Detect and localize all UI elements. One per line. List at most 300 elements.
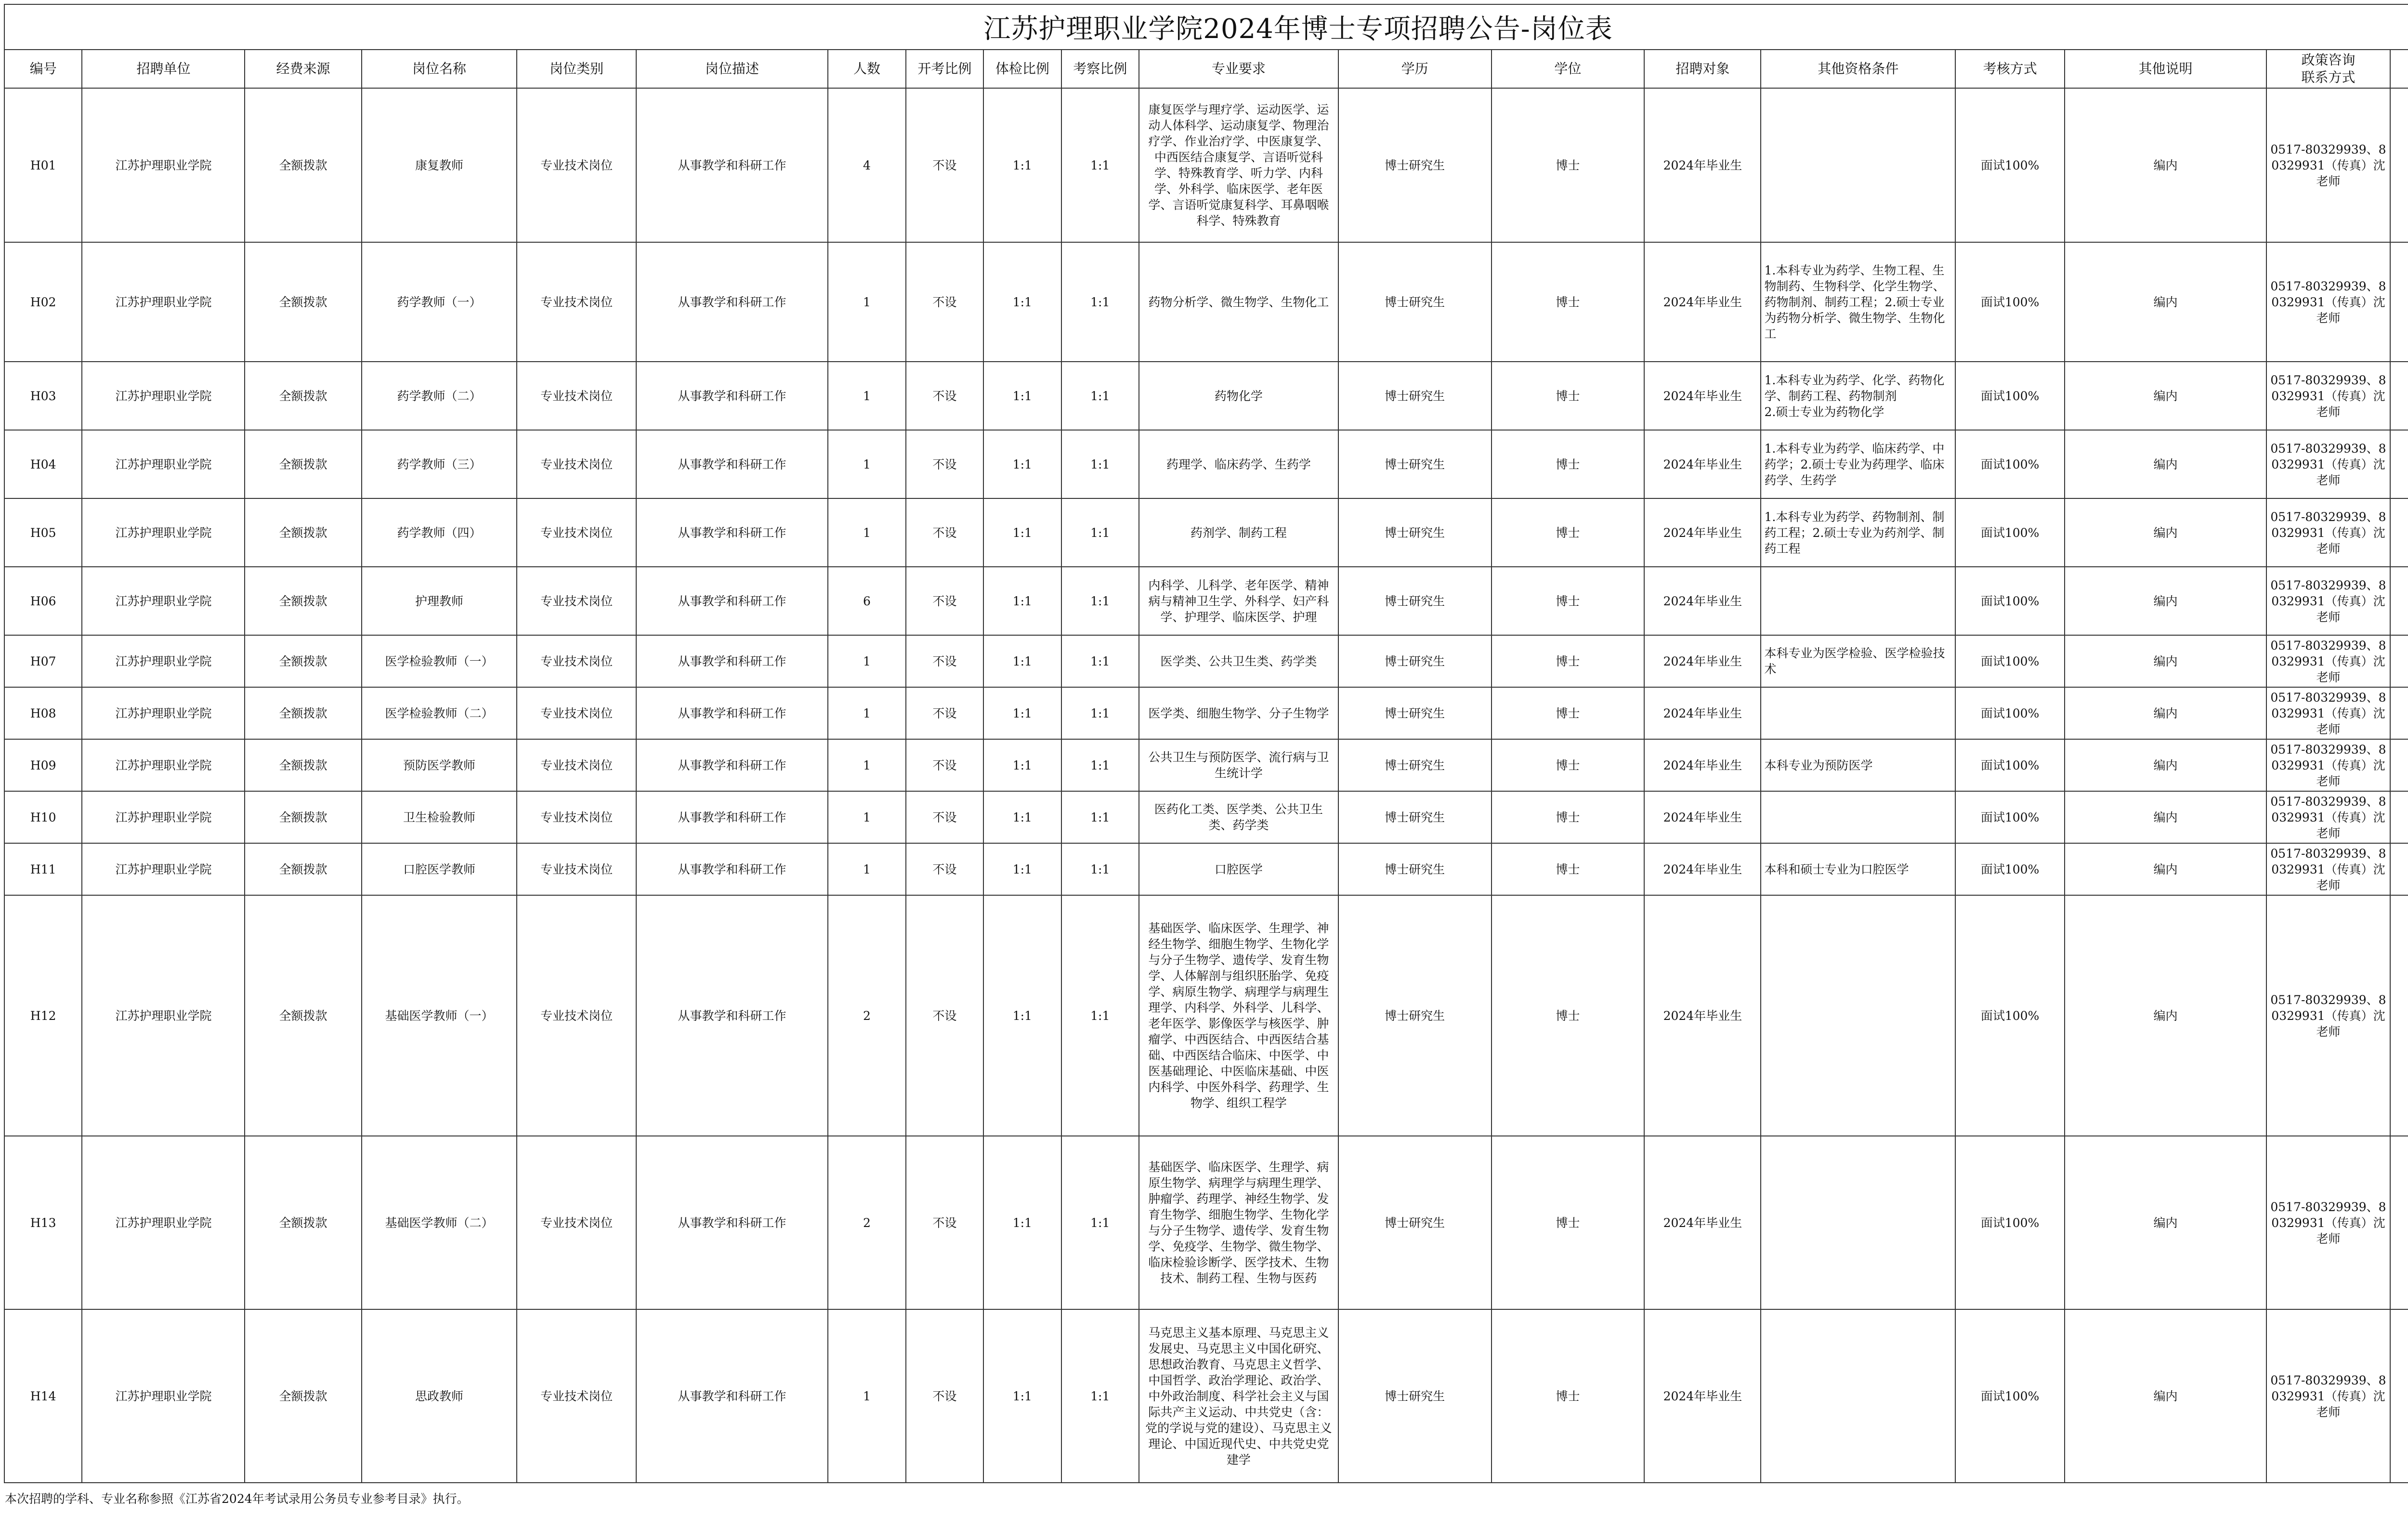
contact-cell: 0517-80329939、80329931（传真）沈老师 bbox=[2266, 567, 2390, 635]
contact-cell: 0517-80329939、80329931（传真）沈老师 bbox=[2266, 635, 2390, 687]
physical-ratio-cell: 1:1 bbox=[983, 1309, 1061, 1483]
major-cell: 康复医学与理疗学、运动医学、运动人体科学、运动康复学、物理治疗学、作业治疗学、中医康复学、中西医结合康复学、言语听觉科学、特殊教育学、听力学、内科学、外科学、临床医学、老年医学、言语听觉康复科学、耳鼻咽喉科学、特殊教育 bbox=[1139, 88, 1338, 242]
unit-cell: 江苏护理职业学院 bbox=[82, 791, 245, 843]
major-cell: 医学类、细胞生物学、分子生物学 bbox=[1139, 687, 1338, 739]
funding-cell: 全额拨款 bbox=[245, 88, 361, 242]
footnote: 本次招聘的学科、专业名称参照《江苏省2024年考试录用公务员专业参考目录》执行。 bbox=[5, 1492, 469, 1506]
degree-cell: 博士 bbox=[1492, 635, 1645, 687]
unit-cell: 江苏护理职业学院 bbox=[82, 895, 245, 1136]
major-cell: 医药化工类、医学类、公共卫生类、药学类 bbox=[1139, 791, 1338, 843]
remark-cell bbox=[2390, 88, 2408, 242]
inspect-ratio-cell: 1:1 bbox=[1061, 498, 1139, 567]
category-cell: 专业技术岗位 bbox=[517, 498, 636, 567]
unit-cell: 江苏护理职业学院 bbox=[82, 88, 245, 242]
education-cell: 博士研究生 bbox=[1338, 430, 1492, 498]
other-note-cell: 编内 bbox=[2065, 242, 2266, 362]
major-cell: 药物化学 bbox=[1139, 362, 1338, 430]
assessment-cell: 面试100% bbox=[1955, 791, 2065, 843]
contact-cell: 0517-80329939、80329931（传真）沈老师 bbox=[2266, 895, 2390, 1136]
page-title: 江苏护理职业学院2024年博士专项招聘公告-岗位表 bbox=[4, 4, 2408, 49]
major-cell: 基础医学、临床医学、生理学、病原生物学、病理学与病理生理学、肿瘤学、药理学、神经生物学、发育生物学、细胞生物学、生物化学与分子生物学、遗传学、发育生物学、免疫学、生物学、微生物学、临床检验诊断学、医学技术、生物技术、制药工程、生物与医药 bbox=[1139, 1136, 1338, 1309]
funding-cell: 全额拨款 bbox=[245, 843, 361, 895]
exam-ratio-cell: 不设 bbox=[906, 791, 983, 843]
description-cell: 从事教学和科研工作 bbox=[636, 567, 828, 635]
inspect-ratio-cell: 1:1 bbox=[1061, 635, 1139, 687]
degree-cell: 博士 bbox=[1492, 791, 1645, 843]
col-inspect-ratio-header: 考察比例 bbox=[1061, 50, 1139, 88]
other-note-cell: 编内 bbox=[2065, 1136, 2266, 1309]
description-cell: 从事教学和科研工作 bbox=[636, 1309, 828, 1483]
target-cell: 2024年毕业生 bbox=[1644, 88, 1761, 242]
inspect-ratio-cell: 1:1 bbox=[1061, 687, 1139, 739]
count-cell: 1 bbox=[828, 1309, 905, 1483]
target-cell: 2024年毕业生 bbox=[1644, 430, 1761, 498]
other-note-cell: 编内 bbox=[2065, 791, 2266, 843]
category-cell: 专业技术岗位 bbox=[517, 687, 636, 739]
category-cell: 专业技术岗位 bbox=[517, 242, 636, 362]
target-cell: 2024年毕业生 bbox=[1644, 739, 1761, 791]
col-code-header: 编号 bbox=[4, 50, 82, 88]
col-position-header: 岗位名称 bbox=[362, 50, 517, 88]
target-cell: 2024年毕业生 bbox=[1644, 895, 1761, 1136]
count-cell: 2 bbox=[828, 1136, 905, 1309]
position-cell: 思政教师 bbox=[362, 1309, 517, 1483]
table-row bbox=[4, 88, 2408, 242]
inspect-ratio-cell: 1:1 bbox=[1061, 843, 1139, 895]
code-cell: H03 bbox=[4, 362, 82, 430]
other-note-cell: 编内 bbox=[2065, 1309, 2266, 1483]
funding-cell: 全额拨款 bbox=[245, 1309, 361, 1483]
description-cell: 从事教学和科研工作 bbox=[636, 791, 828, 843]
col-remark-header bbox=[2390, 50, 2408, 88]
position-cell: 预防医学教师 bbox=[362, 739, 517, 791]
other-qual-cell: 本科和硕士专业为口腔医学 bbox=[1761, 843, 1955, 895]
physical-ratio-cell: 1:1 bbox=[983, 739, 1061, 791]
position-cell: 护理教师 bbox=[362, 567, 517, 635]
contact-cell: 0517-80329939、80329931（传真）沈老师 bbox=[2266, 1136, 2390, 1309]
major-cell: 公共卫生与预防医学、流行病与卫生统计学 bbox=[1139, 739, 1338, 791]
remark-cell bbox=[2390, 843, 2408, 895]
count-cell: 1 bbox=[828, 791, 905, 843]
table-row bbox=[4, 843, 2408, 895]
assessment-cell: 面试100% bbox=[1955, 242, 2065, 362]
category-cell: 专业技术岗位 bbox=[517, 1136, 636, 1309]
education-cell: 博士研究生 bbox=[1338, 791, 1492, 843]
assessment-cell: 面试100% bbox=[1955, 843, 2065, 895]
funding-cell: 全额拨款 bbox=[245, 567, 361, 635]
unit-cell: 江苏护理职业学院 bbox=[82, 567, 245, 635]
remark-cell bbox=[2390, 430, 2408, 498]
description-cell: 从事教学和科研工作 bbox=[636, 843, 828, 895]
assessment-cell: 面试100% bbox=[1955, 498, 2065, 567]
inspect-ratio-cell: 1:1 bbox=[1061, 1136, 1139, 1309]
description-cell: 从事教学和科研工作 bbox=[636, 687, 828, 739]
category-cell: 专业技术岗位 bbox=[517, 362, 636, 430]
col-education-header: 学历 bbox=[1338, 50, 1492, 88]
unit-cell: 江苏护理职业学院 bbox=[82, 843, 245, 895]
physical-ratio-cell: 1:1 bbox=[983, 895, 1061, 1136]
positions-table bbox=[4, 49, 2408, 1483]
exam-ratio-cell: 不设 bbox=[906, 687, 983, 739]
position-cell: 医学检验教师（一） bbox=[362, 635, 517, 687]
description-cell: 从事教学和科研工作 bbox=[636, 635, 828, 687]
funding-cell: 全额拨款 bbox=[245, 362, 361, 430]
target-cell: 2024年毕业生 bbox=[1644, 1309, 1761, 1483]
col-target-header: 招聘对象 bbox=[1644, 50, 1761, 88]
exam-ratio-cell: 不设 bbox=[906, 498, 983, 567]
funding-cell: 全额拨款 bbox=[245, 635, 361, 687]
position-cell: 康复教师 bbox=[362, 88, 517, 242]
other-note-cell: 编内 bbox=[2065, 895, 2266, 1136]
remark-cell bbox=[2390, 687, 2408, 739]
description-cell: 从事教学和科研工作 bbox=[636, 895, 828, 1136]
other-note-cell: 编内 bbox=[2065, 739, 2266, 791]
unit-cell: 江苏护理职业学院 bbox=[82, 242, 245, 362]
major-cell: 医学类、公共卫生类、药学类 bbox=[1139, 635, 1338, 687]
education-cell: 博士研究生 bbox=[1338, 895, 1492, 1136]
funding-cell: 全额拨款 bbox=[245, 498, 361, 567]
other-note-cell: 编内 bbox=[2065, 498, 2266, 567]
description-cell: 从事教学和科研工作 bbox=[636, 88, 828, 242]
col-contact-header: 政策咨询 联系方式 bbox=[2266, 50, 2390, 88]
count-cell: 1 bbox=[828, 362, 905, 430]
code-cell: H08 bbox=[4, 687, 82, 739]
exam-ratio-cell: 不设 bbox=[906, 242, 983, 362]
count-cell: 4 bbox=[828, 88, 905, 242]
exam-ratio-cell: 不设 bbox=[906, 635, 983, 687]
education-cell: 博士研究生 bbox=[1338, 739, 1492, 791]
description-cell: 从事教学和科研工作 bbox=[636, 362, 828, 430]
category-cell: 专业技术岗位 bbox=[517, 843, 636, 895]
category-cell: 专业技术岗位 bbox=[517, 1309, 636, 1483]
physical-ratio-cell: 1:1 bbox=[983, 498, 1061, 567]
other-note-cell: 编内 bbox=[2065, 843, 2266, 895]
contact-cell: 0517-80329939、80329931（传真）沈老师 bbox=[2266, 791, 2390, 843]
physical-ratio-cell: 1:1 bbox=[983, 791, 1061, 843]
inspect-ratio-cell: 1:1 bbox=[1061, 791, 1139, 843]
target-cell: 2024年毕业生 bbox=[1644, 498, 1761, 567]
other-note-cell: 编内 bbox=[2065, 687, 2266, 739]
education-cell: 博士研究生 bbox=[1338, 242, 1492, 362]
table-row bbox=[4, 739, 2408, 791]
col-degree-header: 学位 bbox=[1492, 50, 1645, 88]
contact-cell: 0517-80329939、80329931（传真）沈老师 bbox=[2266, 739, 2390, 791]
contact-cell: 0517-80329939、80329931（传真）沈老师 bbox=[2266, 1309, 2390, 1483]
col-other-note-header: 其他说明 bbox=[2065, 50, 2266, 88]
target-cell: 2024年毕业生 bbox=[1644, 567, 1761, 635]
other-qual-cell: 本科专业为预防医学 bbox=[1761, 739, 1955, 791]
other-qual-cell bbox=[1761, 1309, 1955, 1483]
table-row bbox=[4, 791, 2408, 843]
target-cell: 2024年毕业生 bbox=[1644, 242, 1761, 362]
description-cell: 从事教学和科研工作 bbox=[636, 1136, 828, 1309]
position-cell: 卫生检验教师 bbox=[362, 791, 517, 843]
degree-cell: 博士 bbox=[1492, 430, 1645, 498]
major-cell: 药理学、临床药学、生药学 bbox=[1139, 430, 1338, 498]
code-cell: H11 bbox=[4, 843, 82, 895]
degree-cell: 博士 bbox=[1492, 567, 1645, 635]
assessment-cell: 面试100% bbox=[1955, 567, 2065, 635]
other-note-cell: 编内 bbox=[2065, 430, 2266, 498]
remark-cell bbox=[2390, 242, 2408, 362]
degree-cell: 博士 bbox=[1492, 242, 1645, 362]
assessment-cell: 面试100% bbox=[1955, 687, 2065, 739]
physical-ratio-cell: 1:1 bbox=[983, 843, 1061, 895]
exam-ratio-cell: 不设 bbox=[906, 362, 983, 430]
physical-ratio-cell: 1:1 bbox=[983, 567, 1061, 635]
physical-ratio-cell: 1:1 bbox=[983, 242, 1061, 362]
other-note-cell: 编内 bbox=[2065, 362, 2266, 430]
contact-cell: 0517-80329939、80329931（传真）沈老师 bbox=[2266, 843, 2390, 895]
physical-ratio-cell: 1:1 bbox=[983, 88, 1061, 242]
funding-cell: 全额拨款 bbox=[245, 739, 361, 791]
exam-ratio-cell: 不设 bbox=[906, 430, 983, 498]
unit-cell: 江苏护理职业学院 bbox=[82, 1309, 245, 1483]
code-cell: H02 bbox=[4, 242, 82, 362]
table-row bbox=[4, 430, 2408, 498]
target-cell: 2024年毕业生 bbox=[1644, 687, 1761, 739]
major-cell: 药剂学、制药工程 bbox=[1139, 498, 1338, 567]
other-note-cell: 编内 bbox=[2065, 567, 2266, 635]
other-qual-cell: 本科专业为医学检验、医学检验技术 bbox=[1761, 635, 1955, 687]
col-assessment-header: 考核方式 bbox=[1955, 50, 2065, 88]
table-row bbox=[4, 362, 2408, 430]
category-cell: 专业技术岗位 bbox=[517, 635, 636, 687]
degree-cell: 博士 bbox=[1492, 362, 1645, 430]
remark-cell bbox=[2390, 739, 2408, 791]
count-cell: 1 bbox=[828, 498, 905, 567]
funding-cell: 全额拨款 bbox=[245, 791, 361, 843]
header-row bbox=[4, 50, 2408, 88]
other-qual-cell bbox=[1761, 567, 1955, 635]
remark-cell bbox=[2390, 362, 2408, 430]
count-cell: 1 bbox=[828, 843, 905, 895]
funding-cell: 全额拨款 bbox=[245, 1136, 361, 1309]
table-row bbox=[4, 1136, 2408, 1309]
funding-cell: 全额拨款 bbox=[245, 242, 361, 362]
col-description-header: 岗位描述 bbox=[636, 50, 828, 88]
inspect-ratio-cell: 1:1 bbox=[1061, 895, 1139, 1136]
count-cell: 1 bbox=[828, 242, 905, 362]
assessment-cell: 面试100% bbox=[1955, 1136, 2065, 1309]
count-cell: 2 bbox=[828, 895, 905, 1136]
code-cell: H01 bbox=[4, 88, 82, 242]
other-qual-cell bbox=[1761, 1136, 1955, 1309]
physical-ratio-cell: 1:1 bbox=[983, 1136, 1061, 1309]
position-cell: 医学检验教师（二） bbox=[362, 687, 517, 739]
code-cell: H10 bbox=[4, 791, 82, 843]
unit-cell: 江苏护理职业学院 bbox=[82, 430, 245, 498]
degree-cell: 博士 bbox=[1492, 739, 1645, 791]
remark-cell bbox=[2390, 567, 2408, 635]
remark-cell bbox=[2390, 635, 2408, 687]
major-cell: 马克思主义基本原理、马克思主义发展史、马克思主义中国化研究、思想政治教育、马克思主义哲学、中国哲学、政治学理论、政治学、中外政治制度、科学社会主义与国际共产主义运动、中共党史（含：党的学说与党的建设）、马克思主义理论、中国近现代史、中共党史党建学 bbox=[1139, 1309, 1338, 1483]
position-cell: 基础医学教师（二） bbox=[362, 1136, 517, 1309]
inspect-ratio-cell: 1:1 bbox=[1061, 362, 1139, 430]
category-cell: 专业技术岗位 bbox=[517, 430, 636, 498]
exam-ratio-cell: 不设 bbox=[906, 88, 983, 242]
table-row bbox=[4, 242, 2408, 362]
inspect-ratio-cell: 1:1 bbox=[1061, 242, 1139, 362]
category-cell: 专业技术岗位 bbox=[517, 791, 636, 843]
unit-cell: 江苏护理职业学院 bbox=[82, 687, 245, 739]
physical-ratio-cell: 1:1 bbox=[983, 430, 1061, 498]
col-major-header: 专业要求 bbox=[1139, 50, 1338, 88]
education-cell: 博士研究生 bbox=[1338, 567, 1492, 635]
table-row bbox=[4, 895, 2408, 1136]
code-cell: H07 bbox=[4, 635, 82, 687]
degree-cell: 博士 bbox=[1492, 895, 1645, 1136]
unit-cell: 江苏护理职业学院 bbox=[82, 362, 245, 430]
exam-ratio-cell: 不设 bbox=[906, 567, 983, 635]
count-cell: 1 bbox=[828, 687, 905, 739]
table-row bbox=[4, 567, 2408, 635]
category-cell: 专业技术岗位 bbox=[517, 739, 636, 791]
education-cell: 博士研究生 bbox=[1338, 635, 1492, 687]
other-qual-cell bbox=[1761, 687, 1955, 739]
inspect-ratio-cell: 1:1 bbox=[1061, 1309, 1139, 1483]
remark-cell bbox=[2390, 1136, 2408, 1309]
funding-cell: 全额拨款 bbox=[245, 430, 361, 498]
target-cell: 2024年毕业生 bbox=[1644, 635, 1761, 687]
col-exam-ratio-header: 开考比例 bbox=[906, 50, 983, 88]
code-cell: H04 bbox=[4, 430, 82, 498]
degree-cell: 博士 bbox=[1492, 687, 1645, 739]
major-cell: 基础医学、临床医学、生理学、神经生物学、细胞生物学、生物化学与分子生物学、遗传学、发育生物学、人体解剖与组织胚胎学、免疫学、病原生物学、病理学与病理生理学、内科学、外科学、儿科学、老年医学、影像医学与核医学、肿瘤学、中西医结合、中西医结合基础、中西医结合临床、中医学、中医基础理论、中医临床基础、中医内科学、中医外科学、药理学、生物学、组织工程学 bbox=[1139, 895, 1338, 1136]
col-category-header: 岗位类别 bbox=[517, 50, 636, 88]
code-cell: H12 bbox=[4, 895, 82, 1136]
remark-cell bbox=[2390, 1309, 2408, 1483]
education-cell: 博士研究生 bbox=[1338, 498, 1492, 567]
contact-cell: 0517-80329939、80329931（传真）沈老师 bbox=[2266, 242, 2390, 362]
assessment-cell: 面试100% bbox=[1955, 635, 2065, 687]
exam-ratio-cell: 不设 bbox=[906, 1309, 983, 1483]
other-qual-cell bbox=[1761, 88, 1955, 242]
degree-cell: 博士 bbox=[1492, 1309, 1645, 1483]
table-body bbox=[4, 88, 2408, 1483]
education-cell: 博士研究生 bbox=[1338, 1136, 1492, 1309]
unit-cell: 江苏护理职业学院 bbox=[82, 635, 245, 687]
assessment-cell: 面试100% bbox=[1955, 88, 2065, 242]
category-cell: 专业技术岗位 bbox=[517, 895, 636, 1136]
target-cell: 2024年毕业生 bbox=[1644, 791, 1761, 843]
code-cell: H06 bbox=[4, 567, 82, 635]
col-funding-header: 经费来源 bbox=[245, 50, 361, 88]
contact-cell: 0517-80329939、80329931（传真）沈老师 bbox=[2266, 498, 2390, 567]
unit-cell: 江苏护理职业学院 bbox=[82, 498, 245, 567]
remark-cell bbox=[2390, 791, 2408, 843]
other-note-cell: 编内 bbox=[2065, 635, 2266, 687]
table-row bbox=[4, 635, 2408, 687]
position-cell: 药学教师（二） bbox=[362, 362, 517, 430]
other-qual-cell: 1.本科专业为药学、生物工程、生物制药、生物科学、化学生物学、药物制剂、制药工程；2.硕士专业为药物分析学、微生物学、生物化工 bbox=[1761, 242, 1955, 362]
table-row bbox=[4, 498, 2408, 567]
other-note-cell: 编内 bbox=[2065, 88, 2266, 242]
code-cell: H13 bbox=[4, 1136, 82, 1309]
assessment-cell: 面试100% bbox=[1955, 895, 2065, 1136]
col-other-qual-header: 其他资格条件 bbox=[1761, 50, 1955, 88]
education-cell: 博士研究生 bbox=[1338, 88, 1492, 242]
physical-ratio-cell: 1:1 bbox=[983, 635, 1061, 687]
assessment-cell: 面试100% bbox=[1955, 362, 2065, 430]
education-cell: 博士研究生 bbox=[1338, 843, 1492, 895]
table-row bbox=[4, 1309, 2408, 1483]
contact-cell: 0517-80329939、80329931（传真）沈老师 bbox=[2266, 430, 2390, 498]
funding-cell: 全额拨款 bbox=[245, 895, 361, 1136]
major-cell: 药物分析学、微生物学、生物化工 bbox=[1139, 242, 1338, 362]
physical-ratio-cell: 1:1 bbox=[983, 362, 1061, 430]
inspect-ratio-cell: 1:1 bbox=[1061, 567, 1139, 635]
target-cell: 2024年毕业生 bbox=[1644, 362, 1761, 430]
code-cell: H05 bbox=[4, 498, 82, 567]
contact-cell: 0517-80329939、80329931（传真）沈老师 bbox=[2266, 687, 2390, 739]
category-cell: 专业技术岗位 bbox=[517, 567, 636, 635]
contact-cell: 0517-80329939、80329931（传真）沈老师 bbox=[2266, 88, 2390, 242]
exam-ratio-cell: 不设 bbox=[906, 739, 983, 791]
description-cell: 从事教学和科研工作 bbox=[636, 498, 828, 567]
education-cell: 博士研究生 bbox=[1338, 362, 1492, 430]
unit-cell: 江苏护理职业学院 bbox=[82, 739, 245, 791]
position-cell: 药学教师（四） bbox=[362, 498, 517, 567]
col-count-header: 人数 bbox=[828, 50, 905, 88]
degree-cell: 博士 bbox=[1492, 1136, 1645, 1309]
count-cell: 1 bbox=[828, 635, 905, 687]
contact-cell: 0517-80329939、80329931（传真）沈老师 bbox=[2266, 362, 2390, 430]
description-cell: 从事教学和科研工作 bbox=[636, 242, 828, 362]
funding-cell: 全额拨款 bbox=[245, 687, 361, 739]
major-cell: 内科学、儿科学、老年医学、精神病与精神卫生学、外科学、妇产科学、护理学、临床医学、护理 bbox=[1139, 567, 1338, 635]
degree-cell: 博士 bbox=[1492, 88, 1645, 242]
count-cell: 1 bbox=[828, 739, 905, 791]
unit-cell: 江苏护理职业学院 bbox=[82, 1136, 245, 1309]
other-qual-cell: 1.本科专业为药学、临床药学、中药学；2.硕士专业为药理学、临床药学、生药学 bbox=[1761, 430, 1955, 498]
physical-ratio-cell: 1:1 bbox=[983, 687, 1061, 739]
assessment-cell: 面试100% bbox=[1955, 739, 2065, 791]
degree-cell: 博士 bbox=[1492, 498, 1645, 567]
education-cell: 博士研究生 bbox=[1338, 687, 1492, 739]
code-cell: H09 bbox=[4, 739, 82, 791]
target-cell: 2024年毕业生 bbox=[1644, 1136, 1761, 1309]
remark-cell bbox=[2390, 498, 2408, 567]
count-cell: 1 bbox=[828, 430, 905, 498]
position-cell: 口腔医学教师 bbox=[362, 843, 517, 895]
job-table-sheet bbox=[4, 4, 2408, 1483]
inspect-ratio-cell: 1:1 bbox=[1061, 430, 1139, 498]
col-unit-header: 招聘单位 bbox=[82, 50, 245, 88]
other-qual-cell bbox=[1761, 895, 1955, 1136]
position-cell: 药学教师（三） bbox=[362, 430, 517, 498]
exam-ratio-cell: 不设 bbox=[906, 1136, 983, 1309]
description-cell: 从事教学和科研工作 bbox=[636, 739, 828, 791]
count-cell: 6 bbox=[828, 567, 905, 635]
table-row bbox=[4, 687, 2408, 739]
major-cell: 口腔医学 bbox=[1139, 843, 1338, 895]
target-cell: 2024年毕业生 bbox=[1644, 843, 1761, 895]
other-qual-cell bbox=[1761, 791, 1955, 843]
other-qual-cell: 1.本科专业为药学、化学、药物化学、制药工程、药物制剂 2.硕士专业为药物化学 bbox=[1761, 362, 1955, 430]
inspect-ratio-cell: 1:1 bbox=[1061, 88, 1139, 242]
assessment-cell: 面试100% bbox=[1955, 430, 2065, 498]
code-cell: H14 bbox=[4, 1309, 82, 1483]
exam-ratio-cell: 不设 bbox=[906, 895, 983, 1136]
exam-ratio-cell: 不设 bbox=[906, 843, 983, 895]
category-cell: 专业技术岗位 bbox=[517, 88, 636, 242]
education-cell: 博士研究生 bbox=[1338, 1309, 1492, 1483]
position-cell: 基础医学教师（一） bbox=[362, 895, 517, 1136]
remark-cell bbox=[2390, 895, 2408, 1136]
inspect-ratio-cell: 1:1 bbox=[1061, 739, 1139, 791]
other-qual-cell: 1.本科专业为药学、药物制剂、制药工程；2.硕士专业为药剂学、制药工程 bbox=[1761, 498, 1955, 567]
